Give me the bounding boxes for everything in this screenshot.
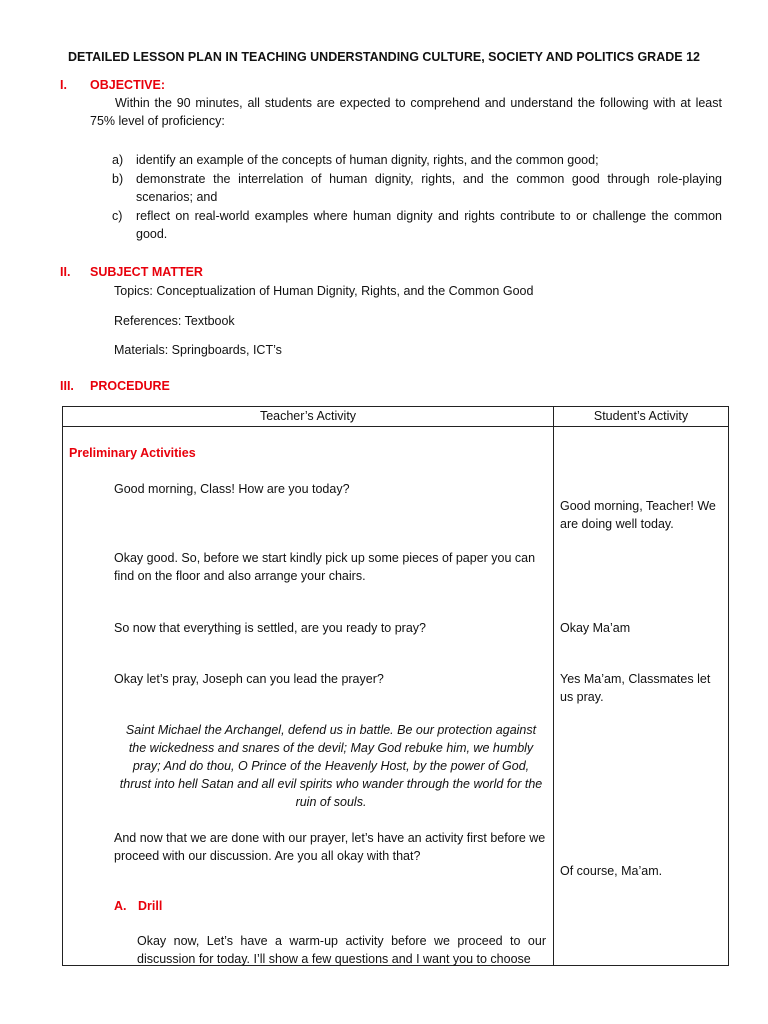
subject-matter-heading: SUBJECT MATTER: [90, 265, 203, 279]
objective-heading: OBJECTIVE:: [90, 78, 166, 92]
teacher-lead-prayer: Okay let’s pray, Joseph can you lead the prayer?: [114, 672, 384, 686]
student-greeting-response: Good morning, Teacher! We are doing well today.: [560, 499, 716, 531]
objective-intro: Within the 90 minutes, all students are expected to comprehend and understand the following with at least 75% level of proficiency:: [90, 96, 722, 128]
student-lead-response: Yes Ma’am, Classmates let us pray.: [560, 672, 711, 704]
drill-heading: Drill: [138, 899, 163, 913]
procedure-number: III.: [60, 379, 74, 393]
objective-item-text: reflect on real-world examples where human dignity and rights contribute to or challenge the common good.: [136, 209, 722, 241]
drill-letter: A.: [114, 899, 127, 913]
student-ofcourse-response: Of course, Ma’am.: [560, 864, 663, 878]
student-okay-response: Okay Ma’am: [560, 621, 631, 635]
teacher-pickup-instruction: Okay good. So, before we start kindly pick up some pieces of paper you can find on the floor and also arrange your chairs.: [114, 551, 536, 583]
procedure-heading: PROCEDURE: [90, 379, 170, 393]
page-title: DETAILED LESSON PLAN IN TEACHING UNDERSTANDING CULTURE, SOCIETY AND POLITICS GRADE 12: [68, 50, 700, 64]
subject-materials: Materials: Springboards, ICT’s: [114, 343, 282, 357]
drill-instruction: Okay now, Let’s have a warm-up activity before we proceed to our discussion for today. I’ll show a few questions and I want you to choose: [137, 934, 546, 966]
teacher-ready-question: So now that everything is settled, are you ready to pray?: [114, 621, 426, 635]
objective-item-text: identify an example of the concepts of human dignity, rights, and the common good;: [136, 153, 599, 167]
teacher-activity-cell: [63, 427, 554, 966]
teacher-greeting: Good morning, Class! How are you today?: [114, 482, 350, 496]
subject-matter-number: II.: [60, 265, 71, 279]
teacher-activity-header: Teacher’s Activity: [63, 407, 554, 427]
subject-topics: Topics: Conceptualization of Human Dignity, Rights, and the Common Good: [114, 284, 534, 298]
objective-number: I.: [60, 78, 67, 92]
preliminary-activities-heading: Preliminary Activities: [69, 446, 196, 460]
procedure-table-header: [63, 407, 729, 427]
objective-item-letter: a): [112, 153, 124, 167]
student-activity-cell: [554, 427, 729, 966]
prayer-text: Saint Michael the Archangel, defend us in battle. Be our protection against the wickedness and snares of the devil; May God rebuke him, we humbly pray; And do thou, O Prince of the Heavenly Host, by the power of God, thrust into hell Satan and all evil spirits who wander through the world for the ruin of souls.: [119, 723, 543, 809]
student-activity-header: Student’s Activity: [554, 407, 729, 427]
procedure-table-row: [63, 427, 729, 966]
teacher-activity-intro: And now that we are done with our prayer, let’s have an activity first before we proceed with our discussion. Are you all okay with that?: [114, 831, 546, 863]
objective-item-letter: c): [112, 209, 123, 223]
objective-item-letter: b): [112, 172, 124, 186]
procedure-table: [62, 406, 729, 966]
objective-item-text: demonstrate the interrelation of human dignity, rights, and the common good through role-playing scenarios; and: [136, 172, 722, 204]
subject-references: References: Textbook: [114, 314, 235, 328]
